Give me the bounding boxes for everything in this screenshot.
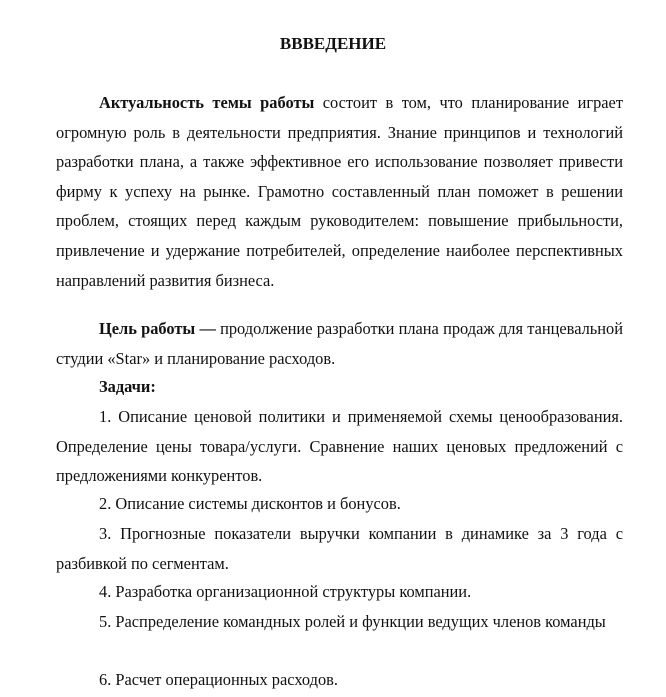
goal-text: продолжение разработки плана продаж для танцевальной студии «Star» и планирование расходов. [56,319,624,368]
relevance-lead: Актуальность темы работы [99,93,315,112]
task-item-2: 2. Описание системы дисконтов и бонусов. [99,494,401,513]
tasks-heading: Задачи: [99,377,156,396]
task-item-5: 5. Распределение командных ролей и функции ведущих членов команды [99,612,606,631]
relevance-paragraph [56,88,623,295]
task-item-3: 3. Прогнозные показатели выручки компании в динамике за 3 года с разбивкой по сегментам. [56,524,623,573]
task-item-6: 6. Расчет операционных расходов. [99,670,338,689]
goal-lead: Цель работы — [99,319,216,338]
task-item-4: 4. Разработка организационной структуры компании. [99,582,472,601]
goal-paragraph [56,314,623,373]
task-item-1: 1. Описание ценовой политики и применяемой схемы ценообразования. Определение цены товара/услуги. Сравнение наших ценовых предложений с предложениями конкурентов. [56,407,623,486]
relevance-text: состоит в том, что планирование играет огромную роль в деятельности предприятия. Знание принципов и технологий разработки плана, а также эффективное его использование позволяет привести фирму к успеху на рынке. Грамотно составленный план поможет в решении проблем, стоящих перед каждым руководителем: повышение прибыльности, привлечение и удержание потребителей, определение наиболее перспективных направлений развития бизнеса. [56,93,623,290]
page-title: ВВВЕДЕНИЕ [279,34,387,53]
